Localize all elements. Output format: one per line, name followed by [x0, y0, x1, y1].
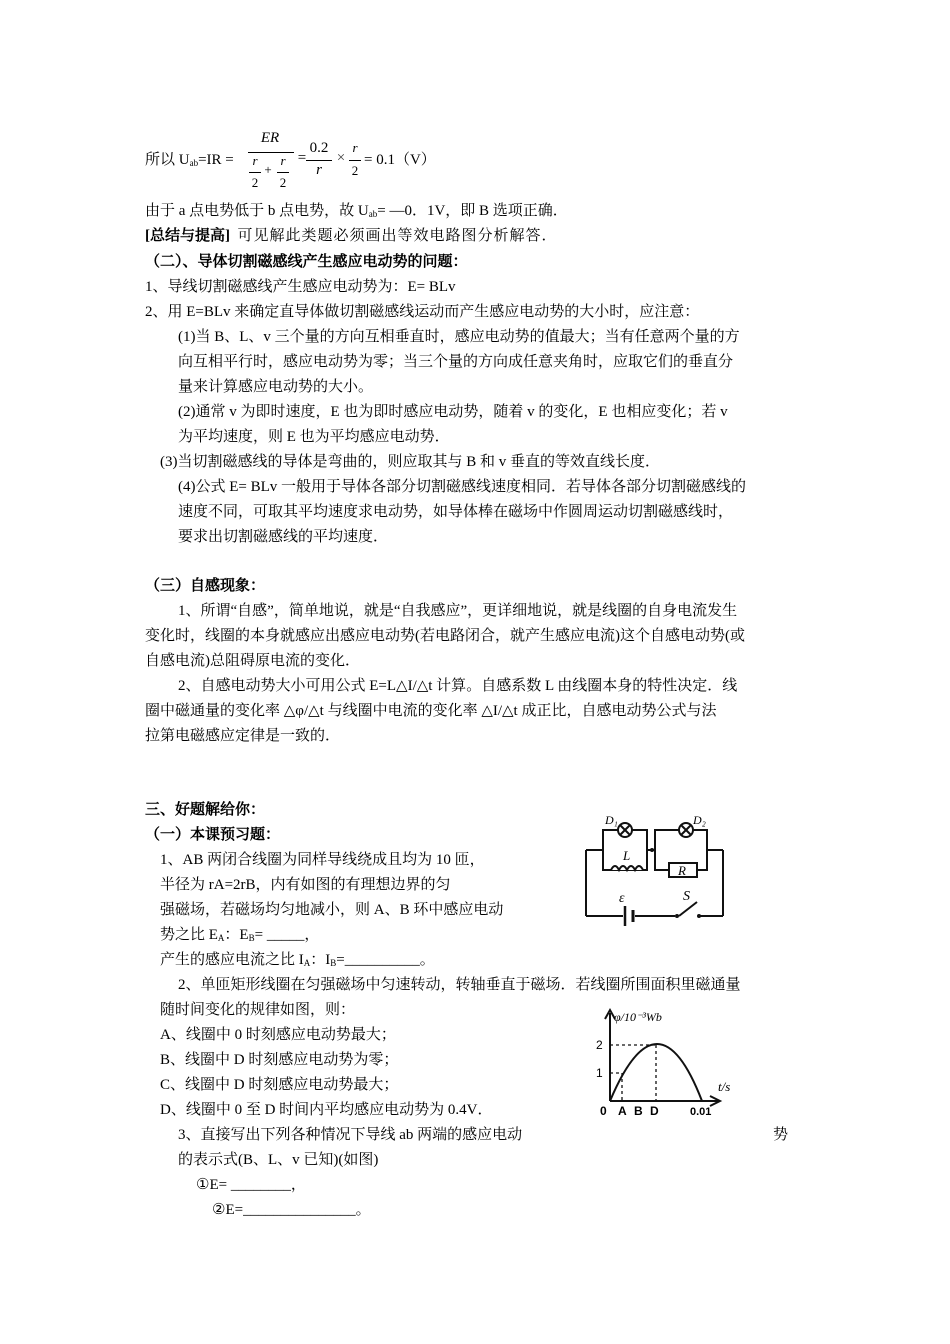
- frac2-numerator: 0.2: [309, 140, 329, 156]
- q3-answer2: ②E=_______________。: [212, 1202, 371, 1218]
- label-d1: D₁: [605, 813, 618, 827]
- sec2-line1: 1、导线切割磁感线产生感应电动势为：E= BLv: [145, 279, 456, 295]
- q2-line2: 随时间变化的规律如图，则：: [160, 1002, 356, 1018]
- frac1-den-b-bar: [277, 172, 289, 173]
- q1-line4: 势之比 $E_A$：$E_B=$ _____，: [160, 927, 320, 943]
- q1-line1: 1、AB 两闭合线圈为同样导线绕成且均为 10 匝，: [160, 852, 485, 868]
- frac3-bar: [349, 160, 361, 161]
- sec2-p1-line2: 向互相平行时，感应电动势为零；当三个量的方向成任意夹角时，应取它们的垂直分: [178, 354, 734, 370]
- q2-option-c: C、线圈中 D 时刻感应电动势最大；: [160, 1077, 399, 1093]
- sec2-p4-line3: 要求出切割磁感线的平均速度．: [178, 529, 389, 545]
- q2-line1: 2、单匝矩形线圈在匀强磁场中匀速转动，转轴垂直于磁场．若线圈所围面积里磁通量: [178, 977, 741, 993]
- sec2-p2-line1: (2)通常 v 为即时速度，E 也为即时感应电动势，随着 v 的变化，E 也相应变化；若 v: [178, 404, 728, 420]
- formula-prefix: 所以 $U_{ab}=IR$ =: [145, 152, 234, 168]
- tick-y1: 1: [596, 1066, 603, 1080]
- sec2-p1-line1: (1)当 B、L、v 三个量的方向互相垂直时，感应电动势的值最大；当有任意两个量的方: [178, 329, 740, 345]
- q3-line2: 的表示式(B、L、v 已知)(如图): [178, 1152, 379, 1168]
- part3-subtitle: （一）本课预习题：: [145, 827, 281, 843]
- summary-line: [总结与提高] 可见解此类题必须画出等效电路图分析解答．: [145, 228, 558, 244]
- tick-xa: A: [618, 1104, 627, 1118]
- sec2-p1-line3: 量来计算感应电动势的大小。: [178, 379, 374, 395]
- tick-xend: 0.01: [690, 1106, 712, 1118]
- q3-answer1: ①E= ________，: [196, 1177, 306, 1193]
- frac1-den-a-num: r: [252, 153, 258, 168]
- sec2-p4-line1: (4)公式 E= BLv 一般用于导体各部分切割磁感线速度相同．若导体各部分切割磁感线的: [178, 479, 747, 495]
- tick-xd: D: [650, 1104, 659, 1118]
- q2-option-a: A、线圈中 0 时刻感应电动势最大；: [160, 1027, 396, 1043]
- graph-ylabel: φ/10⁻³Wb: [614, 1010, 662, 1024]
- sec3-title: （三）自感现象：: [145, 578, 266, 594]
- sec2-title: （二）、导体切割磁感线产生感应电动势的问题：: [145, 254, 468, 270]
- frac1-den-a-bar: [249, 172, 261, 173]
- frac1-numerator: ER: [260, 130, 280, 146]
- label-s: S: [683, 889, 690, 904]
- sec3-p1-line3: 自感电流)总阻碍原电流的变化．: [145, 653, 360, 669]
- sec2-p3: (3)当切割磁感线的导体是弯曲的，则应取其与 B 和 v 垂直的等效直线长度．: [160, 454, 660, 470]
- frac2-denominator: r: [316, 162, 322, 178]
- sec3-p2-line2: 圈中磁通量的变化率 △φ/△t 与线圈中电流的变化率 △I/△t 成正比，自感电动势公式与法: [145, 703, 717, 719]
- formula-times: ×: [336, 150, 346, 166]
- frac2-bar: [306, 160, 332, 161]
- formula-result: = 0.1（V）: [364, 152, 436, 168]
- sec3-p2-line1: 2、自感电动势大小可用公式 E=L△I/△t 计算。自感系数 L 由线圈本身的特性决定．线: [178, 678, 738, 694]
- tick-x0: 0: [600, 1104, 607, 1118]
- frac3-denominator: 2: [351, 163, 359, 178]
- q3-line1: 3、直接写出下列各种情况下导线 ab 两端的感应电动: [178, 1127, 523, 1143]
- q1-line3: 强磁场，若磁场均匀地减小，则 A、B 环中感应电动: [160, 902, 504, 918]
- tick-y2: 2: [596, 1038, 603, 1052]
- line-a: 由于 a 点电势低于 b 点电势，故 $U_{ab}=$ —0．1V，即 B 选项正确．: [145, 203, 568, 219]
- part3-title: 三、好题解给你：: [145, 802, 266, 818]
- tick-xb: B: [634, 1104, 643, 1118]
- label-l: L: [623, 848, 631, 863]
- label-e: ε: [619, 891, 625, 906]
- sec2-p4-line2: 速度不同，可取其平均速度求电动势，如导体棒在磁场中作圆周运动切割磁感线时，: [178, 504, 734, 520]
- formula-eq: =: [297, 150, 307, 166]
- q3-line1-tail: 势: [773, 1127, 789, 1143]
- label-d2: D₂: [693, 813, 706, 827]
- flux-time-graph: [590, 1005, 750, 1120]
- graph-xlabel: t/s: [718, 1079, 731, 1094]
- frac1-den-b-den: 2: [279, 175, 287, 190]
- sec3-p1-line1: 1、所谓“自感”，简单地说，就是“自我感应”，更详细地说，就是线圈的自身电流发生: [178, 603, 738, 619]
- sec2-line2: 2、用 E=BLv 来确定直导体做切割磁感线运动而产生感应电动势的大小时，应注意：: [145, 304, 700, 320]
- label-r: R: [678, 863, 686, 878]
- q2-option-b: B、线圈中 D 时刻感应电动势为零；: [160, 1052, 399, 1068]
- circuit-diagram: [583, 808, 733, 933]
- q1-line2: 半径为 rA=2rB，内有如图的有理想边界的匀: [160, 877, 451, 893]
- frac1-plus: +: [264, 162, 272, 177]
- frac3-numerator: r: [352, 140, 358, 155]
- frac1-den-a-den: 2: [251, 175, 259, 190]
- sec3-p2-line3: 拉第电磁感应定律是一致的．: [145, 728, 341, 744]
- frac1-den-b-num: r: [280, 153, 286, 168]
- sec2-p2-line2: 为平均速度，则 E 也为平均感应电动势．: [178, 429, 450, 445]
- sec3-p1-line2: 变化时，线圈的本身就感应出感应电动势(若电路闭合，就产生感应电流)这个自感电动势(或: [145, 628, 745, 644]
- q2-option-d: D、线圈中 0 至 D 时间内平均感应电动势为 0.4V．: [160, 1102, 493, 1118]
- q1-line5: 产生的感应电流之比 $I_A$：$I_B=\_\_\_\_\_\_\_\_\_\_$。: [160, 952, 435, 968]
